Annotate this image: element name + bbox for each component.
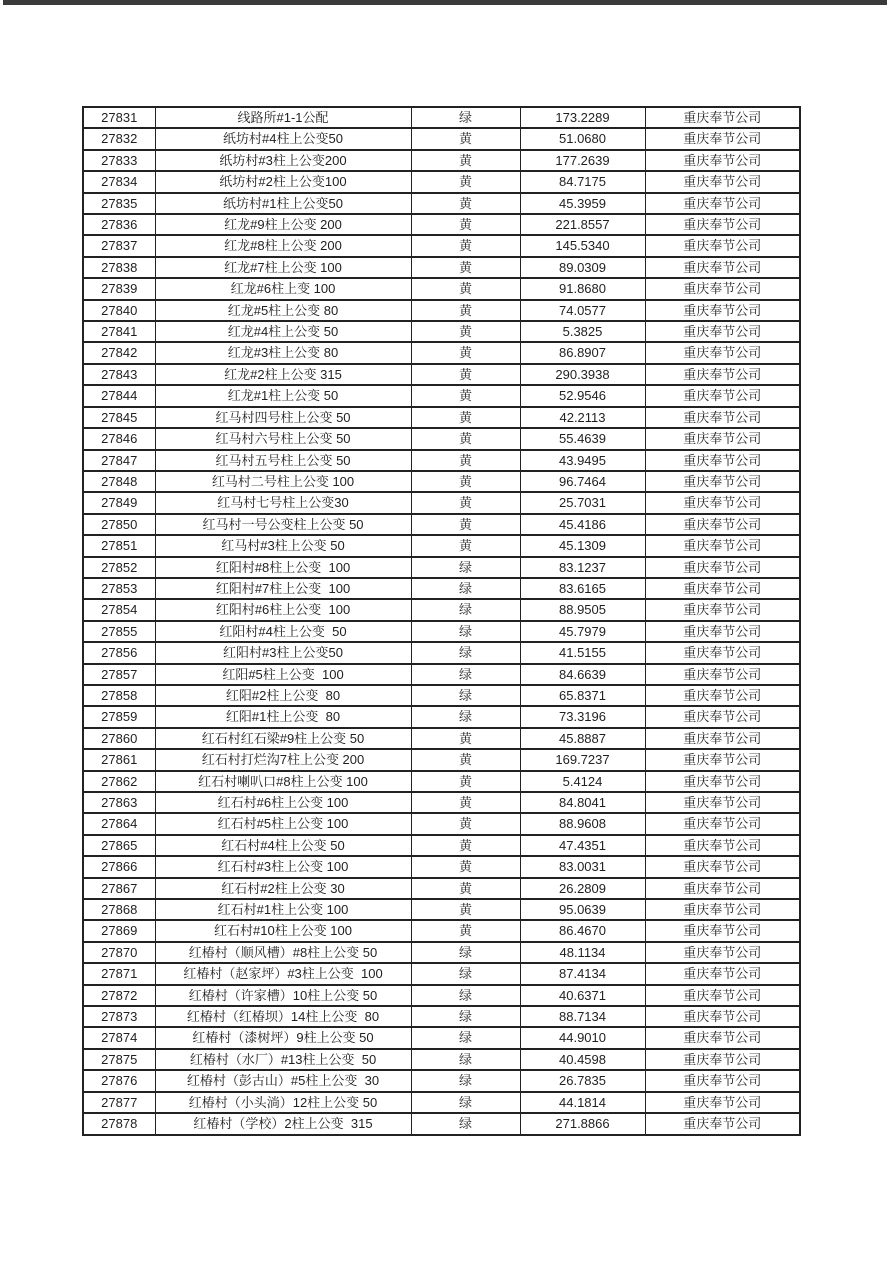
cell-status: 绿 xyxy=(411,1049,520,1070)
cell-name: 红阳村#4柱上公变 50 xyxy=(155,621,411,642)
cell-status: 黄 xyxy=(411,835,520,856)
cell-status: 黄 xyxy=(411,235,520,256)
cell-company: 重庆奉节公司 xyxy=(645,1027,800,1048)
cell-value: 45.4186 xyxy=(520,514,645,535)
cell-status: 绿 xyxy=(411,1006,520,1027)
cell-status: 绿 xyxy=(411,621,520,642)
cell-value: 84.7175 xyxy=(520,171,645,192)
cell-id: 27861 xyxy=(83,749,155,770)
cell-company: 重庆奉节公司 xyxy=(645,214,800,235)
cell-value: 45.8887 xyxy=(520,728,645,749)
cell-status: 黄 xyxy=(411,342,520,363)
cell-company: 重庆奉节公司 xyxy=(645,535,800,556)
cell-name: 红椿村（赵家坪）#3柱上公变 100 xyxy=(155,963,411,984)
cell-status: 绿 xyxy=(411,985,520,1006)
table-row xyxy=(83,835,800,856)
cell-name: 纸坊村#1柱上公变50 xyxy=(155,193,411,214)
cell-company: 重庆奉节公司 xyxy=(645,1070,800,1091)
table-row xyxy=(83,792,800,813)
cell-company: 重庆奉节公司 xyxy=(645,278,800,299)
cell-id: 27856 xyxy=(83,642,155,663)
cell-id: 27863 xyxy=(83,792,155,813)
cell-name: 红马村#3柱上公变 50 xyxy=(155,535,411,556)
cell-status: 黄 xyxy=(411,150,520,171)
table-row xyxy=(83,771,800,792)
cell-name: 红龙#4柱上公变 50 xyxy=(155,321,411,342)
cell-status: 黄 xyxy=(411,300,520,321)
cell-company: 重庆奉节公司 xyxy=(645,685,800,706)
cell-status: 黄 xyxy=(411,792,520,813)
cell-id: 27852 xyxy=(83,557,155,578)
table-row xyxy=(83,514,800,535)
cell-value: 169.7237 xyxy=(520,749,645,770)
table-row xyxy=(83,557,800,578)
cell-value: 45.7979 xyxy=(520,621,645,642)
table-row xyxy=(83,364,800,385)
cell-status: 黄 xyxy=(411,278,520,299)
cell-name: 红椿村（漆树坪）9柱上公变 50 xyxy=(155,1027,411,1048)
cell-name: 红马村六号柱上公变 50 xyxy=(155,428,411,449)
cell-id: 27855 xyxy=(83,621,155,642)
cell-value: 83.0031 xyxy=(520,856,645,877)
cell-id: 27850 xyxy=(83,514,155,535)
cell-name: 红椿村（水厂）#13柱上公变 50 xyxy=(155,1049,411,1070)
cell-id: 27865 xyxy=(83,835,155,856)
cell-name: 红马村五号柱上公变 50 xyxy=(155,450,411,471)
table-row xyxy=(83,492,800,513)
cell-id: 27848 xyxy=(83,471,155,492)
cell-id: 27873 xyxy=(83,1006,155,1027)
cell-id: 27847 xyxy=(83,450,155,471)
cell-id: 27876 xyxy=(83,1070,155,1091)
cell-name: 红马村一号公变柱上公变 50 xyxy=(155,514,411,535)
cell-status: 黄 xyxy=(411,128,520,149)
cell-name: 红椿村（彭古山）#5柱上公变 30 xyxy=(155,1070,411,1091)
cell-status: 黄 xyxy=(411,214,520,235)
cell-company: 重庆奉节公司 xyxy=(645,963,800,984)
cell-value: 177.2639 xyxy=(520,150,645,171)
cell-name: 红阳#2柱上公变 80 xyxy=(155,685,411,706)
cell-value: 47.4351 xyxy=(520,835,645,856)
cell-company: 重庆奉节公司 xyxy=(645,492,800,513)
cell-value: 88.9505 xyxy=(520,599,645,620)
table-row xyxy=(83,685,800,706)
cell-id: 27851 xyxy=(83,535,155,556)
table-row xyxy=(83,599,800,620)
cell-company: 重庆奉节公司 xyxy=(645,364,800,385)
cell-name: 红龙#6柱上变 100 xyxy=(155,278,411,299)
cell-name: 红石村红石梁#9柱上公变 50 xyxy=(155,728,411,749)
table-row xyxy=(83,128,800,149)
cell-name: 红石村#10柱上公变 100 xyxy=(155,920,411,941)
table-row xyxy=(83,235,800,256)
cell-status: 黄 xyxy=(411,193,520,214)
table-row xyxy=(83,1006,800,1027)
cell-name: 红石村#4柱上公变 50 xyxy=(155,835,411,856)
cell-status: 黄 xyxy=(411,899,520,920)
cell-value: 87.4134 xyxy=(520,963,645,984)
table-row xyxy=(83,214,800,235)
cell-id: 27871 xyxy=(83,963,155,984)
cell-status: 绿 xyxy=(411,942,520,963)
table-body xyxy=(83,107,800,1135)
table-row xyxy=(83,171,800,192)
cell-name: 红石村打烂沟7柱上公变 200 xyxy=(155,749,411,770)
cell-status: 绿 xyxy=(411,599,520,620)
cell-name: 红龙#2柱上公变 315 xyxy=(155,364,411,385)
cell-name: 纸坊村#2柱上公变100 xyxy=(155,171,411,192)
cell-value: 5.3825 xyxy=(520,321,645,342)
cell-name: 红椿村（许家槽）10柱上公变 50 xyxy=(155,985,411,1006)
cell-name: 红椿村（学校）2柱上公变 315 xyxy=(155,1113,411,1134)
cell-value: 74.0577 xyxy=(520,300,645,321)
cell-status: 绿 xyxy=(411,557,520,578)
cell-id: 27846 xyxy=(83,428,155,449)
cell-name: 红龙#1柱上公变 50 xyxy=(155,385,411,406)
cell-id: 27860 xyxy=(83,728,155,749)
cell-company: 重庆奉节公司 xyxy=(645,578,800,599)
table-row xyxy=(83,535,800,556)
cell-value: 65.8371 xyxy=(520,685,645,706)
cell-name: 红石村#5柱上公变 100 xyxy=(155,813,411,834)
cell-company: 重庆奉节公司 xyxy=(645,514,800,535)
cell-id: 27842 xyxy=(83,342,155,363)
cell-id: 27835 xyxy=(83,193,155,214)
table-row xyxy=(83,321,800,342)
cell-id: 27859 xyxy=(83,706,155,727)
cell-company: 重庆奉节公司 xyxy=(645,235,800,256)
cell-id: 27872 xyxy=(83,985,155,1006)
table-row xyxy=(83,450,800,471)
cell-value: 145.5340 xyxy=(520,235,645,256)
cell-company: 重庆奉节公司 xyxy=(645,920,800,941)
table-row xyxy=(83,150,800,171)
cell-company: 重庆奉节公司 xyxy=(645,792,800,813)
cell-company: 重庆奉节公司 xyxy=(645,771,800,792)
cell-company: 重庆奉节公司 xyxy=(645,450,800,471)
cell-value: 271.8866 xyxy=(520,1113,645,1134)
cell-name: 红石村#3柱上公变 100 xyxy=(155,856,411,877)
cell-status: 绿 xyxy=(411,963,520,984)
cell-name: 红马村二号柱上公变 100 xyxy=(155,471,411,492)
cell-value: 86.4670 xyxy=(520,920,645,941)
cell-name: 纸坊村#3柱上公变200 xyxy=(155,150,411,171)
cell-id: 27875 xyxy=(83,1049,155,1070)
cell-id: 27874 xyxy=(83,1027,155,1048)
cell-name: 红马村七号柱上公变30 xyxy=(155,492,411,513)
cell-value: 26.7835 xyxy=(520,1070,645,1091)
table-row xyxy=(83,813,800,834)
cell-value: 25.7031 xyxy=(520,492,645,513)
cell-value: 96.7464 xyxy=(520,471,645,492)
cell-name: 红石村#2柱上公变 30 xyxy=(155,878,411,899)
cell-company: 重庆奉节公司 xyxy=(645,557,800,578)
cell-value: 88.9608 xyxy=(520,813,645,834)
table-row xyxy=(83,471,800,492)
cell-value: 290.3938 xyxy=(520,364,645,385)
cell-name: 红椿村（小头淌）12柱上公变 50 xyxy=(155,1092,411,1113)
cell-id: 27841 xyxy=(83,321,155,342)
cell-status: 黄 xyxy=(411,407,520,428)
cell-name: 红阳#1柱上公变 80 xyxy=(155,706,411,727)
table-row xyxy=(83,1092,800,1113)
table-row xyxy=(83,856,800,877)
cell-value: 84.6639 xyxy=(520,664,645,685)
cell-company: 重庆奉节公司 xyxy=(645,985,800,1006)
cell-value: 45.1309 xyxy=(520,535,645,556)
cell-status: 黄 xyxy=(411,535,520,556)
transformer-data-table xyxy=(82,106,801,1136)
cell-value: 84.8041 xyxy=(520,792,645,813)
cell-name: 红龙#5柱上公变 80 xyxy=(155,300,411,321)
cell-name: 红椿村（红椿坝）14柱上公变 80 xyxy=(155,1006,411,1027)
cell-name: 线路所#1-1公配 xyxy=(155,107,411,128)
cell-id: 27843 xyxy=(83,364,155,385)
cell-value: 95.0639 xyxy=(520,899,645,920)
cell-id: 27858 xyxy=(83,685,155,706)
cell-company: 重庆奉节公司 xyxy=(645,321,800,342)
cell-id: 27833 xyxy=(83,150,155,171)
cell-id: 27849 xyxy=(83,492,155,513)
cell-id: 27840 xyxy=(83,300,155,321)
table-row xyxy=(83,1027,800,1048)
cell-id: 27877 xyxy=(83,1092,155,1113)
table-row xyxy=(83,193,800,214)
cell-name: 红石村#1柱上公变 100 xyxy=(155,899,411,920)
cell-status: 绿 xyxy=(411,1092,520,1113)
table-row xyxy=(83,1070,800,1091)
cell-id: 27838 xyxy=(83,257,155,278)
cell-value: 88.7134 xyxy=(520,1006,645,1027)
cell-company: 重庆奉节公司 xyxy=(645,856,800,877)
cell-company: 重庆奉节公司 xyxy=(645,749,800,770)
table-row xyxy=(83,642,800,663)
cell-name: 红阳#5柱上公变 100 xyxy=(155,664,411,685)
cell-id: 27844 xyxy=(83,385,155,406)
cell-name: 红龙#7柱上公变 100 xyxy=(155,257,411,278)
cell-name: 红阳村#3柱上公变50 xyxy=(155,642,411,663)
cell-status: 黄 xyxy=(411,450,520,471)
cell-value: 51.0680 xyxy=(520,128,645,149)
window-top-edge-bar xyxy=(3,0,887,5)
cell-status: 黄 xyxy=(411,471,520,492)
cell-value: 221.8557 xyxy=(520,214,645,235)
cell-id: 27832 xyxy=(83,128,155,149)
cell-company: 重庆奉节公司 xyxy=(645,599,800,620)
cell-value: 89.0309 xyxy=(520,257,645,278)
cell-value: 91.8680 xyxy=(520,278,645,299)
table-row xyxy=(83,899,800,920)
cell-company: 重庆奉节公司 xyxy=(645,471,800,492)
cell-status: 黄 xyxy=(411,492,520,513)
cell-company: 重庆奉节公司 xyxy=(645,642,800,663)
cell-id: 27857 xyxy=(83,664,155,685)
cell-company: 重庆奉节公司 xyxy=(645,813,800,834)
cell-id: 27864 xyxy=(83,813,155,834)
table-row xyxy=(83,300,800,321)
cell-status: 黄 xyxy=(411,920,520,941)
table-row xyxy=(83,878,800,899)
table-row xyxy=(83,1049,800,1070)
cell-status: 绿 xyxy=(411,1113,520,1134)
cell-company: 重庆奉节公司 xyxy=(645,728,800,749)
cell-name: 红龙#9柱上公变 200 xyxy=(155,214,411,235)
cell-id: 27831 xyxy=(83,107,155,128)
cell-status: 绿 xyxy=(411,1027,520,1048)
cell-company: 重庆奉节公司 xyxy=(645,664,800,685)
table-row xyxy=(83,278,800,299)
cell-name: 红阳村#6柱上公变 100 xyxy=(155,599,411,620)
cell-company: 重庆奉节公司 xyxy=(645,1006,800,1027)
cell-name: 红阳村#8柱上公变 100 xyxy=(155,557,411,578)
table-row xyxy=(83,963,800,984)
cell-status: 黄 xyxy=(411,385,520,406)
table-row xyxy=(83,728,800,749)
cell-company: 重庆奉节公司 xyxy=(645,300,800,321)
cell-value: 44.9010 xyxy=(520,1027,645,1048)
cell-name: 红石村#6柱上公变 100 xyxy=(155,792,411,813)
cell-value: 86.8907 xyxy=(520,342,645,363)
cell-company: 重庆奉节公司 xyxy=(645,128,800,149)
cell-company: 重庆奉节公司 xyxy=(645,342,800,363)
cell-value: 83.6165 xyxy=(520,578,645,599)
cell-value: 44.1814 xyxy=(520,1092,645,1113)
table-row xyxy=(83,985,800,1006)
cell-id: 27867 xyxy=(83,878,155,899)
cell-status: 黄 xyxy=(411,171,520,192)
cell-name: 红马村四号柱上公变 50 xyxy=(155,407,411,428)
cell-company: 重庆奉节公司 xyxy=(645,878,800,899)
table-row xyxy=(83,942,800,963)
table-row xyxy=(83,920,800,941)
table-row xyxy=(83,342,800,363)
cell-status: 黄 xyxy=(411,364,520,385)
cell-value: 48.1134 xyxy=(520,942,645,963)
cell-value: 55.4639 xyxy=(520,428,645,449)
cell-name: 红龙#8柱上公变 200 xyxy=(155,235,411,256)
cell-value: 173.2289 xyxy=(520,107,645,128)
cell-value: 5.4124 xyxy=(520,771,645,792)
cell-id: 27853 xyxy=(83,578,155,599)
cell-value: 43.9495 xyxy=(520,450,645,471)
cell-company: 重庆奉节公司 xyxy=(645,107,800,128)
cell-status: 黄 xyxy=(411,321,520,342)
cell-company: 重庆奉节公司 xyxy=(645,1092,800,1113)
cell-value: 73.3196 xyxy=(520,706,645,727)
cell-id: 27878 xyxy=(83,1113,155,1134)
cell-status: 黄 xyxy=(411,514,520,535)
cell-status: 黄 xyxy=(411,257,520,278)
table-row xyxy=(83,428,800,449)
cell-status: 绿 xyxy=(411,107,520,128)
cell-id: 27837 xyxy=(83,235,155,256)
cell-id: 27862 xyxy=(83,771,155,792)
cell-name: 红龙#3柱上公变 80 xyxy=(155,342,411,363)
cell-name: 红椿村（顺风槽）#8柱上公变 50 xyxy=(155,942,411,963)
cell-value: 83.1237 xyxy=(520,557,645,578)
table-row xyxy=(83,706,800,727)
table-row xyxy=(83,107,800,128)
cell-name: 纸坊村#4柱上公变50 xyxy=(155,128,411,149)
cell-company: 重庆奉节公司 xyxy=(645,706,800,727)
cell-status: 绿 xyxy=(411,642,520,663)
cell-value: 41.5155 xyxy=(520,642,645,663)
cell-value: 45.3959 xyxy=(520,193,645,214)
cell-company: 重庆奉节公司 xyxy=(645,899,800,920)
cell-id: 27870 xyxy=(83,942,155,963)
table-row xyxy=(83,1113,800,1134)
cell-status: 绿 xyxy=(411,664,520,685)
cell-value: 26.2809 xyxy=(520,878,645,899)
cell-status: 绿 xyxy=(411,706,520,727)
cell-company: 重庆奉节公司 xyxy=(645,835,800,856)
cell-status: 黄 xyxy=(411,428,520,449)
cell-status: 黄 xyxy=(411,878,520,899)
table-row xyxy=(83,257,800,278)
cell-status: 黄 xyxy=(411,728,520,749)
cell-value: 42.2113 xyxy=(520,407,645,428)
cell-value: 40.6371 xyxy=(520,985,645,1006)
cell-status: 黄 xyxy=(411,749,520,770)
table-row xyxy=(83,407,800,428)
cell-id: 27869 xyxy=(83,920,155,941)
cell-value: 52.9546 xyxy=(520,385,645,406)
cell-status: 黄 xyxy=(411,771,520,792)
cell-company: 重庆奉节公司 xyxy=(645,428,800,449)
cell-name: 红石村喇叭口#8柱上公变 100 xyxy=(155,771,411,792)
cell-company: 重庆奉节公司 xyxy=(645,171,800,192)
cell-id: 27868 xyxy=(83,899,155,920)
table-row xyxy=(83,385,800,406)
table-row xyxy=(83,664,800,685)
cell-name: 红阳村#7柱上公变 100 xyxy=(155,578,411,599)
cell-status: 黄 xyxy=(411,813,520,834)
table-row xyxy=(83,621,800,642)
cell-company: 重庆奉节公司 xyxy=(645,385,800,406)
cell-id: 27854 xyxy=(83,599,155,620)
cell-id: 27839 xyxy=(83,278,155,299)
cell-id: 27845 xyxy=(83,407,155,428)
cell-company: 重庆奉节公司 xyxy=(645,150,800,171)
cell-id: 27834 xyxy=(83,171,155,192)
cell-company: 重庆奉节公司 xyxy=(645,621,800,642)
table-row xyxy=(83,749,800,770)
cell-status: 黄 xyxy=(411,856,520,877)
cell-id: 27866 xyxy=(83,856,155,877)
cell-company: 重庆奉节公司 xyxy=(645,407,800,428)
cell-status: 绿 xyxy=(411,685,520,706)
cell-value: 40.4598 xyxy=(520,1049,645,1070)
table-row xyxy=(83,578,800,599)
cell-company: 重庆奉节公司 xyxy=(645,942,800,963)
cell-company: 重庆奉节公司 xyxy=(645,257,800,278)
cell-status: 绿 xyxy=(411,578,520,599)
cell-company: 重庆奉节公司 xyxy=(645,193,800,214)
cell-company: 重庆奉节公司 xyxy=(645,1113,800,1134)
cell-company: 重庆奉节公司 xyxy=(645,1049,800,1070)
cell-id: 27836 xyxy=(83,214,155,235)
cell-status: 绿 xyxy=(411,1070,520,1091)
